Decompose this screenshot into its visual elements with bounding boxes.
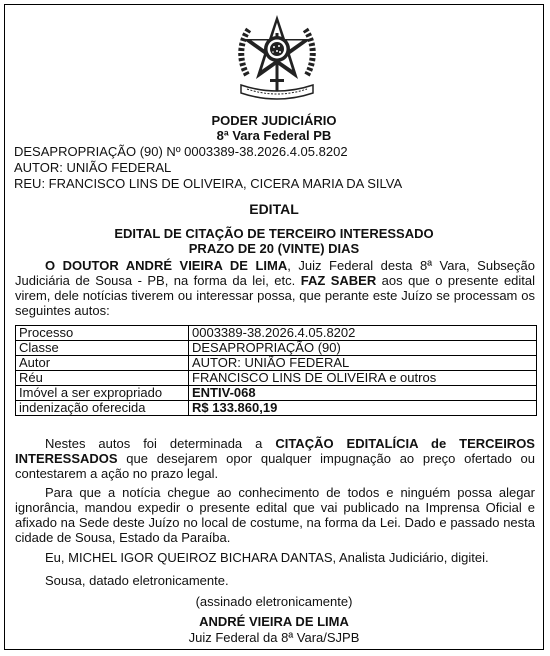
intro-paragraph	[15, 258, 535, 318]
detail-key: Autor	[16, 356, 189, 371]
edital-heading: EDITAL	[249, 201, 299, 217]
edital-page	[4, 4, 544, 650]
place-date-text: Sousa, datado eletronicamente.	[45, 573, 229, 588]
detail-value: ENTIV-068	[189, 386, 537, 401]
header-court: 8ª Vara Federal PB	[216, 128, 332, 143]
table-row	[16, 326, 537, 341]
edital-deadline: PRAZO DE 20 (VINTE) DIAS	[188, 241, 360, 256]
place-date-paragraph	[15, 573, 535, 588]
detail-value: AUTOR: UNIÃO FEDERAL	[189, 356, 537, 371]
table-row	[16, 401, 537, 416]
citation-paragraph	[15, 436, 535, 481]
faz-saber: FAZ SABER	[300, 273, 377, 288]
intro-text-b: aos que o presente edital virem, dele notícias tiverem ou interessar possa, que perante este Juízo se processam os seguintes autos:	[15, 273, 536, 318]
process-author-line: AUTOR: UNIÃO FEDERAL	[14, 160, 172, 175]
citation-text-a: Nestes autos foi determinada a	[45, 436, 276, 451]
table-row	[16, 356, 537, 371]
detail-key: Classe	[16, 341, 189, 356]
process-number-line: DESAPROPRIAÇÃO (90) Nº 0003389-38.2026.4.05.8202	[14, 144, 348, 159]
detail-key: indenização oferecida	[16, 401, 189, 416]
process-defendant-line: REU: FRANCISCO LINS DE OLIVEIRA, CICERA MARIA DA SILVA	[14, 176, 403, 191]
edital-subtitle: EDITAL DE CITAÇÃO DE TERCEIRO INTERESSADO	[114, 226, 434, 241]
detail-value: FRANCISCO LINS DE OLIVEIRA e outros	[189, 371, 537, 386]
publication-paragraph	[15, 485, 535, 545]
intro-text-a: , Juiz Federal desta 8ª Vara, Subseção Judiciária de Sousa - PB, na forma da lei, etc.	[15, 258, 535, 288]
detail-value: R$ 133.860,19	[189, 401, 537, 416]
signature-note: (assinado eletronicamente)	[195, 594, 353, 609]
detail-key: Réu	[16, 371, 189, 386]
coat-of-arms-seal	[233, 13, 321, 105]
citation-text-b: que desejarem opor qualquer impugnação ao preço ofertado ou contestarem a ação no prazo legal.	[15, 451, 535, 481]
table-row	[16, 341, 537, 356]
signature-name: ANDRÉ VIEIRA DE LIMA	[199, 614, 349, 629]
detail-value: 0003389-38.2026.4.05.8202	[189, 326, 537, 341]
case-details-table	[15, 325, 537, 416]
header-power: PODER JUDICIÁRIO	[211, 113, 337, 128]
table-row	[16, 371, 537, 386]
citation-bold: CITAÇÃO EDITALÍCIA de TERCEIROS INTERESSADOS	[15, 436, 535, 466]
table-row	[16, 386, 537, 401]
signature-role: Juiz Federal da 8ª Vara/SJPB	[188, 630, 360, 645]
detail-value: DESAPROPRIAÇÃO (90)	[189, 341, 537, 356]
typist-paragraph	[15, 550, 535, 565]
process-summary	[14, 144, 537, 192]
typist-text: Eu, MICHEL IGOR QUEIROZ BICHARA DANTAS, Analista Judiciário, digitei.	[45, 550, 489, 565]
detail-key: Imóvel a ser expropriado	[16, 386, 189, 401]
judge-name: O DOUTOR ANDRÉ VIEIRA DE LIMA	[45, 258, 288, 273]
detail-key: Processo	[16, 326, 189, 341]
publication-text: Para que a notícia chegue ao conhecimento de todos e ninguém possa alegar ignorância, mandou expedir o presente edital que vai publicado na Imprensa Oficial e afixado na Sede deste Juízo no local de costume, na forma da Lei. Dado e passado nesta cidade de Sousa, Estado da Paraíba.	[15, 485, 535, 545]
